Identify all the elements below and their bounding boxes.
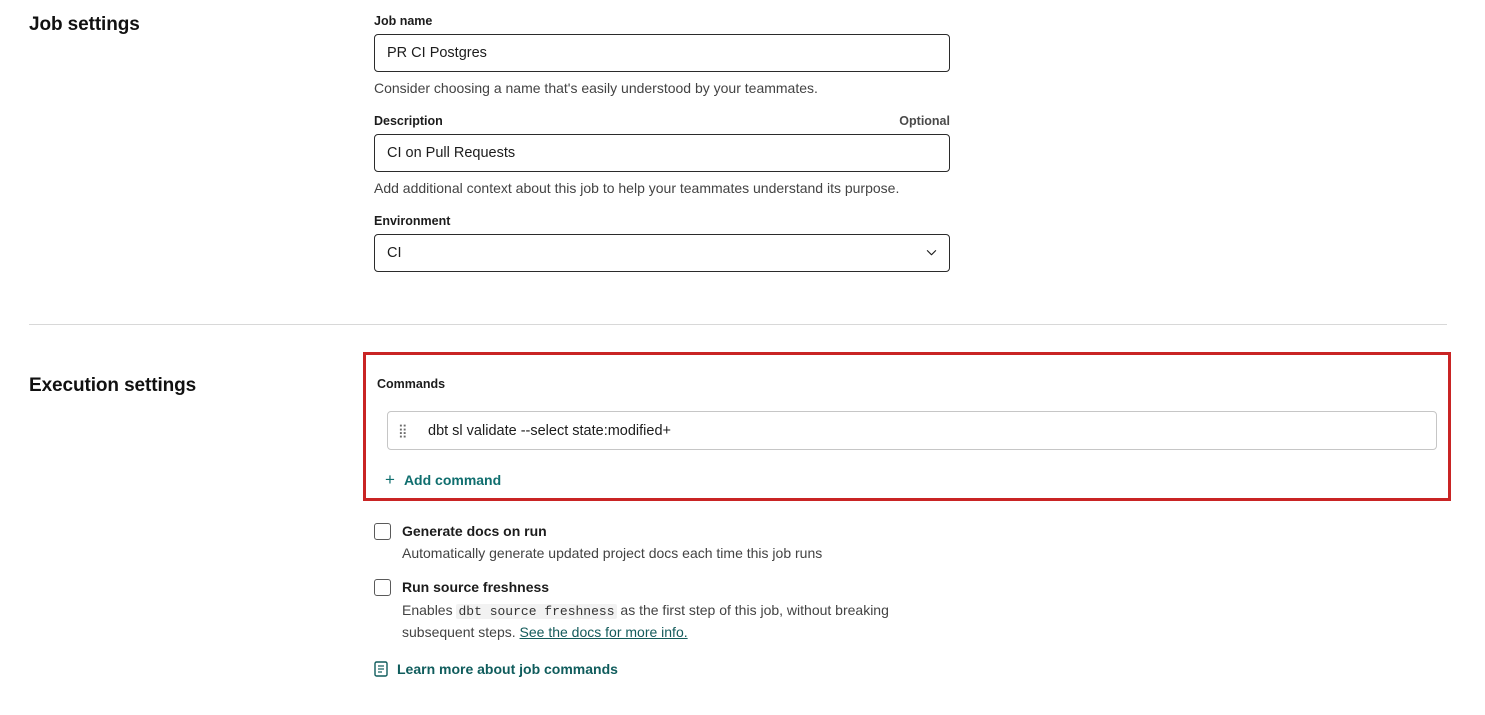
add-command-label: Add command — [403, 471, 502, 488]
book-icon — [374, 661, 388, 677]
environment-field — [374, 214, 950, 272]
job-name-field — [374, 14, 950, 96]
description-label: Description — [374, 114, 443, 128]
drag-handle-icon[interactable]: ⣿ — [398, 423, 409, 438]
description-label-row — [374, 114, 950, 128]
source-freshness-desc-prefix: Enables — [402, 601, 457, 618]
source-freshness-description — [402, 600, 962, 642]
description-optional-tag: Optional — [899, 114, 950, 128]
environment-label-row — [374, 214, 950, 228]
description-input[interactable] — [374, 134, 950, 172]
job-settings-form — [374, 14, 950, 272]
job-name-label-row — [374, 14, 950, 28]
generate-docs-description: Automatically generate updated project docs each time this job runs — [402, 545, 823, 562]
source-freshness-title: Run source freshness — [402, 579, 550, 596]
command-row[interactable] — [387, 411, 1437, 450]
environment-select-wrap — [374, 234, 950, 272]
generate-docs-title: Generate docs on run — [402, 523, 547, 539]
commands-panel — [363, 352, 1451, 501]
generate-docs-option — [374, 522, 1074, 563]
environment-select[interactable] — [374, 234, 950, 272]
learn-more-job-commands-link[interactable] — [374, 661, 618, 677]
command-text: dbt sl validate --select state:modified+ — [428, 422, 671, 439]
job-name-helper: Consider choosing a name that's easily understood by your teammates. — [374, 80, 818, 96]
job-name-input[interactable] — [374, 34, 950, 72]
plus-icon: + — [385, 470, 395, 489]
source-freshness-body — [402, 578, 962, 641]
generate-docs-checkbox[interactable] — [374, 523, 391, 540]
job-name-label: Job name — [374, 14, 433, 28]
section-divider — [29, 324, 1447, 325]
source-freshness-desc-mid: as the first step of this job, without breaking subsequent steps. — [402, 601, 889, 640]
source-freshness-docs-link[interactable]: See the docs for more info. — [519, 623, 688, 640]
execution-settings-heading: Execution settings — [29, 375, 197, 396]
environment-label: Environment — [374, 214, 451, 228]
description-helper: Add additional context about this job to help your teammates understand its purpose. — [374, 180, 900, 196]
commands-label: Commands — [377, 377, 446, 391]
learn-more-label: Learn more about job commands — [397, 661, 618, 677]
job-settings-heading: Job settings — [29, 14, 140, 35]
description-field — [374, 114, 950, 196]
environment-selected-value: CI — [387, 245, 402, 261]
source-freshness-option — [374, 578, 1074, 641]
execution-options — [374, 522, 1074, 657]
add-command-button[interactable] — [385, 471, 501, 488]
source-freshness-checkbox[interactable] — [374, 579, 391, 596]
source-freshness-command-code: dbt source freshness — [458, 603, 615, 619]
generate-docs-body — [402, 522, 822, 563]
